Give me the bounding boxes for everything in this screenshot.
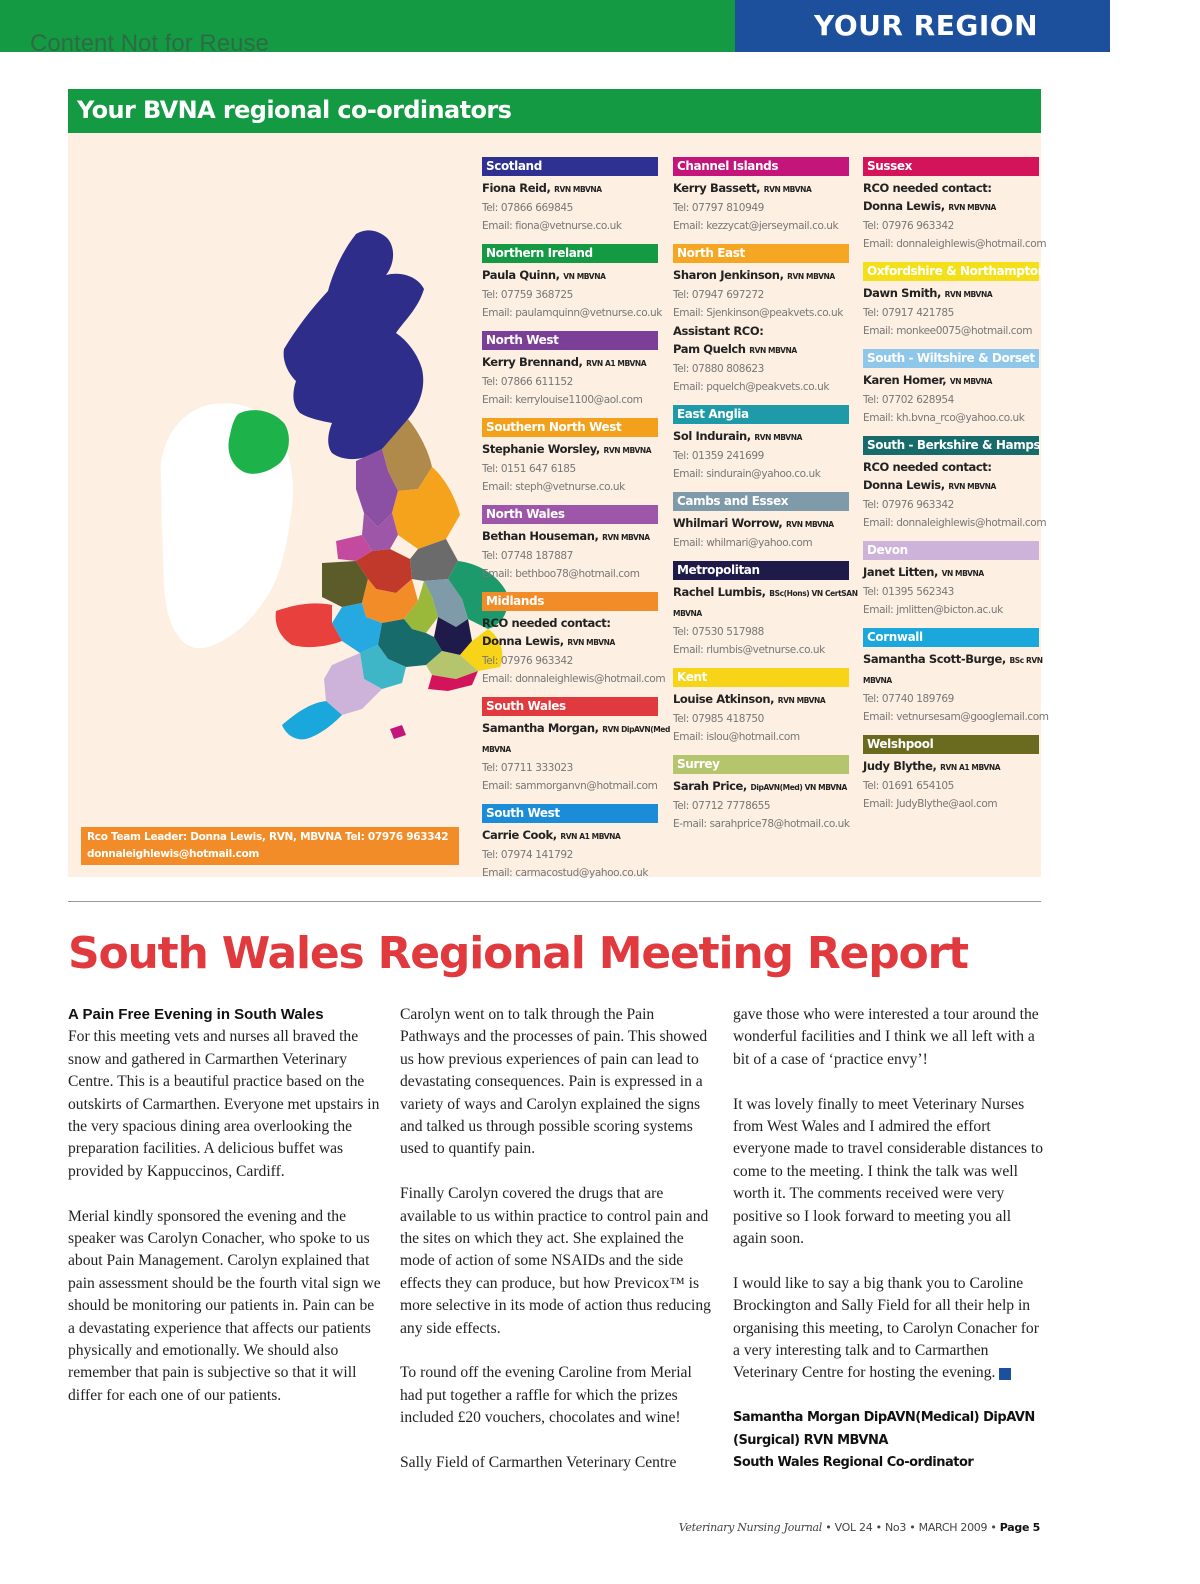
region-label: Welshpool	[863, 735, 1039, 754]
contact-name	[673, 179, 849, 199]
contact-text: Tel: 07917 421785	[863, 307, 954, 319]
contact-text: Email: rlumbis@vetnurse.co.uk	[673, 644, 825, 656]
contact-text: Pam Quelch	[673, 342, 746, 356]
contact-text: Dawn Smith,	[863, 286, 941, 300]
region-entry	[863, 262, 1078, 340]
qualifications: RVN MBVNA	[763, 185, 812, 194]
coordinators-column-2	[673, 157, 858, 842]
contact-detail	[863, 583, 1039, 601]
contact-text: Email: sindurain@yahoo.co.uk	[673, 468, 821, 480]
coordinators-title-bar	[68, 89, 1041, 133]
region-entry	[673, 157, 849, 235]
paragraph: It was lovely finally to meet Veterinary Nurses from West Wales and I admired the effort everyone made to travel considerable distances to come to the meeting. I think the talk was well worth it. The comments received were very positive so I look forward to meeting you all again soon.	[733, 1095, 1044, 1248]
signature-line: (Surgical) RVN MBVNA	[733, 1432, 888, 1448]
contact-text: RCO needed contact:	[863, 181, 992, 195]
contact-detail	[482, 391, 658, 409]
contact-detail	[673, 534, 849, 552]
contact-name	[673, 777, 849, 797]
contact-detail	[673, 378, 849, 396]
region-entry	[482, 418, 658, 496]
contact-text: Email: steph@vetnurse.co.uk	[482, 481, 625, 493]
contact-detail	[482, 547, 658, 565]
article-column-1	[68, 1004, 383, 1430]
region-entry	[482, 592, 666, 688]
contact-text: Tel: 07702 628954	[863, 394, 954, 406]
contact-text: Tel: 07797 810949	[673, 202, 764, 214]
contact-text: Rachel Lumbis,	[673, 585, 766, 599]
contact-text: Tel: 07976 963342	[863, 499, 954, 511]
region-entry	[863, 436, 1066, 532]
contact-text: Email: monkee0075@hotmail.com	[863, 325, 1033, 337]
qualifications: RVN MBVNA	[749, 346, 797, 355]
team-leader-box: Rco Team Leader: Donna Lewis, RVN, MBVNA Tel: 07976 963342 donnaleighlewis@hotmail.com	[81, 827, 459, 865]
contact-name	[482, 527, 658, 547]
region-entry	[673, 244, 849, 396]
region-label: Scotland	[482, 157, 658, 176]
contact-detail	[482, 759, 658, 777]
contact-text: Email: bethboo78@hotmail.com	[482, 568, 640, 580]
paragraph-closing	[733, 1273, 1048, 1385]
contact-name	[482, 739, 658, 759]
contact-text: Tel: 07748 187887	[482, 550, 573, 562]
contact-text: Louise Atkinson,	[673, 692, 775, 706]
contact-text: E-mail: sarahprice78@hotmail.co.uk	[673, 818, 850, 830]
region-label: Metropolitan	[673, 561, 849, 580]
contact-detail	[673, 360, 849, 378]
contact-name	[673, 266, 849, 286]
region-entry	[673, 561, 858, 659]
qualifications: RVN MBVNA	[777, 696, 826, 705]
author-signature	[733, 1407, 1048, 1474]
qualifications: RVN MBVNA	[948, 203, 996, 212]
contact-detail	[482, 460, 658, 478]
qualifications: RVN A1 MBVNA	[560, 832, 621, 841]
contact-name	[482, 826, 658, 846]
article-subhead: A Pain Free Evening in South Wales	[68, 1006, 324, 1023]
contact-name	[673, 340, 849, 360]
contact-text: Email: kh.bvna_rco@yahoo.co.uk	[863, 412, 1025, 424]
contact-detail	[482, 286, 658, 304]
paragraph: gave those who were interested a tour around the wonderful facilities and I think we all left with a bit of a case of ‘practice envy’!	[733, 1006, 1039, 1068]
contact-detail	[673, 797, 849, 815]
page-number: Page 5	[999, 1521, 1040, 1534]
contact-text: Whilmari Worrow,	[673, 516, 783, 530]
contact-name	[863, 650, 1043, 670]
contact-text: Paula Quinn,	[482, 268, 560, 282]
signature-line: Samantha Morgan DipAVN(Medical) DipAVN	[733, 1410, 1035, 1426]
contact-detail	[482, 777, 658, 795]
contact-name	[673, 603, 849, 623]
page-footer	[679, 1521, 1040, 1534]
contact-text: Tel: 07976 963342	[863, 220, 954, 232]
region-label: Surrey	[673, 755, 849, 774]
contact-detail	[482, 304, 662, 322]
signature-line: South Wales Regional Co-ordinator	[733, 1455, 974, 1471]
contact-text: Email: donnaleighlewis@hotmail.com	[482, 673, 666, 685]
contact-text: RCO needed contact:	[863, 460, 992, 474]
contact-text: Tel: 01691 654105	[863, 780, 954, 792]
paragraph: Sally Field of Carmarthen Veterinary Centre	[400, 1454, 677, 1472]
qualifications: BSc RVN	[1009, 656, 1043, 665]
qualifications: MBVNA	[482, 745, 511, 754]
qualifications: RVN DipAVN(Med	[602, 725, 670, 734]
contact-text: Tel: 07740 189769	[863, 693, 954, 705]
contact-detail	[482, 565, 658, 583]
contact-text: Carrie Cook,	[482, 828, 557, 842]
contact-text: Email: donnaleighlewis@hotmail.com	[863, 238, 1047, 250]
journal-name: Veterinary Nursing Journal	[678, 1521, 823, 1534]
region-label: Midlands	[482, 592, 658, 611]
contact-name	[482, 632, 658, 652]
contact-detail	[673, 217, 849, 235]
qualifications: RVN A1 MBVNA	[940, 763, 1001, 772]
map-scotland	[284, 230, 424, 459]
contact-text: Tel: 07866 611152	[482, 376, 573, 388]
coordinators-panel	[68, 89, 1078, 879]
contact-detail	[482, 373, 658, 391]
region-label: Cornwall	[863, 628, 1039, 647]
contact-text: Tel: 07712 7778655	[673, 800, 771, 812]
contact-text: Tel: 07947 697272	[673, 289, 764, 301]
region-label: Devon	[863, 541, 1039, 560]
contact-detail	[863, 496, 1039, 514]
coordinators-title: Your BVNA regional co-ordinators	[77, 96, 512, 124]
region-entry	[673, 668, 849, 746]
contact-text: Tel: 07976 963342	[482, 655, 573, 667]
contact-text: Fiona Reid,	[482, 181, 551, 195]
contact-text: Tel: 07866 669845	[482, 202, 573, 214]
region-entry	[863, 735, 1039, 813]
contact-text: Email: donnaleighlewis@hotmail.com	[863, 517, 1047, 529]
region-label: North Wales	[482, 505, 658, 524]
contact-detail	[482, 217, 658, 235]
contact-detail	[673, 447, 849, 465]
contact-detail	[673, 623, 849, 641]
contact-detail	[673, 304, 849, 322]
contact-text: Karen Homer,	[863, 373, 947, 387]
contact-text: Tel: 07985 418750	[673, 713, 764, 725]
qualifications: RVN MBVNA	[567, 638, 615, 647]
contact-name	[863, 458, 1039, 476]
region-entry	[482, 804, 658, 882]
contact-text: Email: JudyBlythe@aol.com	[863, 798, 998, 810]
contact-text: Email: sammorganvn@hotmail.com	[482, 780, 658, 792]
contact-text: Email: vetnursesam@googlemail.com	[863, 711, 1049, 723]
contact-text: Bethan Houseman,	[482, 529, 599, 543]
paragraph: Finally Carolyn covered the drugs that are available to us within practice to control pain and the sites on which they act. She explained the mode of action of some NSAIDs and the side effects they can produce, but how Previcox™ is more selective in its mode of action thus reducing any side effects.	[400, 1185, 711, 1337]
article-column-3	[733, 1004, 1048, 1474]
region-label: Sussex	[863, 157, 1039, 176]
qualifications: RVN MBVNA	[602, 533, 650, 542]
qualifications: RVN A1 MBVNA	[586, 359, 647, 368]
contact-detail	[673, 641, 849, 659]
article-column-2	[400, 1004, 715, 1497]
region-label: Kent	[673, 668, 849, 687]
contact-detail	[863, 322, 1039, 340]
region-entry	[673, 492, 849, 552]
contact-text: Donna Lewis,	[863, 478, 945, 492]
region-label: South West	[482, 804, 658, 823]
contact-detail	[863, 708, 1049, 726]
coordinators-column-1	[482, 157, 670, 891]
contact-detail	[673, 286, 849, 304]
qualifications: DipAVN(Med) VN MBVNA	[750, 783, 847, 792]
contact-name	[482, 440, 658, 460]
contact-text: Samantha Morgan,	[482, 721, 599, 735]
paragraph-text: I would like to say a big thank you to Caroline Brockington and Sally Field for all their help in organising this meeting, to Carolyn Conacher for a very interesting talk and to Carmarthen Veterinary Centre for hosting the evening.	[733, 1274, 1039, 1382]
contact-text: Sol Indurain,	[673, 429, 751, 443]
contact-name	[863, 757, 1039, 777]
contact-text: Janet Litten,	[863, 565, 938, 579]
contact-detail	[863, 777, 1039, 795]
contact-name	[482, 614, 658, 632]
region-entry	[673, 755, 849, 833]
contact-name	[482, 353, 658, 373]
contact-text: Tel: 07759 368725	[482, 289, 573, 301]
region-label: South - Berkshire & Hampshire	[863, 436, 1039, 455]
coordinators-column-3	[863, 157, 1078, 822]
region-entry	[673, 405, 849, 483]
region-label: North East	[673, 244, 849, 263]
contact-text: Email: Sjenkinson@peakvets.co.uk	[673, 307, 843, 319]
qualifications: RVN MBVNA	[944, 290, 993, 299]
region-label: Oxfordshire & Northamptonshire	[863, 262, 1039, 281]
qualifications: VN MBVNA	[949, 377, 993, 386]
contact-detail	[482, 846, 658, 864]
contact-name	[673, 583, 858, 603]
qualifications: RVN MBVNA	[754, 433, 802, 442]
contact-name	[863, 670, 1039, 690]
region-label: Cambs and Essex	[673, 492, 849, 511]
contact-text: RCO needed contact:	[482, 616, 611, 630]
article-headline: South Wales Regional Meeting Report	[68, 928, 968, 979]
section-label: YOUR REGION	[814, 9, 1038, 42]
qualifications: RVN MBVNA	[603, 446, 652, 455]
contact-name	[863, 476, 1039, 496]
contact-detail	[482, 199, 658, 217]
paragraph: To round off the evening Caroline from Merial had put together a raffle for which the prizes included £20 vouchers, chocolates and wine!	[400, 1364, 692, 1427]
contact-text: Email: carmacostud@yahoo.co.uk	[482, 867, 649, 879]
section-banner	[735, 0, 1110, 52]
qualifications: MBVNA	[863, 676, 892, 685]
contact-detail	[673, 710, 849, 728]
contact-text: Donna Lewis,	[482, 634, 564, 648]
region-entry	[482, 697, 670, 795]
contact-text: Sarah Price,	[673, 779, 747, 793]
contact-detail	[863, 514, 1047, 532]
contact-text: Email: jmlitten@bicton.ac.uk	[863, 604, 1003, 616]
contact-detail	[863, 217, 1039, 235]
contact-detail	[673, 815, 849, 833]
region-entry	[863, 349, 1039, 427]
contact-detail	[863, 795, 1039, 813]
map-south-wales	[276, 603, 342, 647]
vnj-end-icon	[999, 1368, 1011, 1380]
watermark: Content Not for Reuse	[30, 30, 269, 57]
region-entry	[482, 505, 658, 583]
contact-text: Donna Lewis,	[863, 199, 945, 213]
region-entry	[863, 628, 1049, 726]
contact-name	[863, 197, 1039, 217]
contact-text: Email: fiona@vetnurse.co.uk	[482, 220, 622, 232]
paragraph: Carolyn went on to talk through the Pain Pathways and the processes of pain. This showed us how previous experiences of pain can lead to devastating consequences. Pain is expressed in a variety of ways and Carolyn explained the signs and talked us through possible scoring systems used to quantify pain.	[400, 1006, 708, 1158]
contact-text: Tel: 07711 333023	[482, 762, 573, 774]
contact-detail	[863, 601, 1039, 619]
contact-text: Email: pquelch@peakvets.co.uk	[673, 381, 830, 393]
region-entry	[863, 157, 1047, 253]
contact-detail	[863, 235, 1047, 253]
qualifications: RVN MBVNA	[787, 272, 835, 281]
contact-text: Email: islou@hotmail.com	[673, 731, 800, 743]
qualifications: RVN MBVNA	[786, 520, 834, 529]
contact-name	[863, 563, 1039, 583]
contact-text: Kerry Bassett,	[673, 181, 761, 195]
contact-detail	[482, 652, 658, 670]
qualifications: VN MBVNA	[563, 272, 606, 281]
contact-text: Tel: 01395 562343	[863, 586, 954, 598]
contact-detail	[863, 391, 1039, 409]
qualifications: BSc(Hons) VN CertSAN	[769, 589, 858, 598]
paragraph: Merial kindly sponsored the evening and the speaker was Carolyn Conacher, who spoke to us about Pain Management. Carolyn explained that pain assessment should be the fourth vital sign we should be monitoring our patients in. Pain can be a devastating experience that affects our patients physically and emotionally. We should also remember that pain is subjective so that it will differ for each one of our patients.	[68, 1207, 381, 1404]
contact-detail	[863, 409, 1039, 427]
contact-text: Tel: 01359 241699	[673, 450, 764, 462]
region-label: Channel Islands	[673, 157, 849, 176]
contact-text: Tel: 07880 808623	[673, 363, 764, 375]
qualifications: RVN MBVNA	[948, 482, 996, 491]
contact-text: Email: paulamquinn@vetnurse.co.uk	[482, 307, 662, 319]
contact-name	[673, 322, 849, 340]
contact-detail	[482, 670, 666, 688]
qualifications: RVN MBVNA	[554, 185, 602, 194]
region-entry	[482, 157, 658, 235]
contact-text: Email: kezzycat@jerseymail.co.uk	[673, 220, 839, 232]
contact-text: Judy Blythe,	[863, 759, 937, 773]
region-label: Southern North West	[482, 418, 658, 437]
region-label: South - Wiltshire & Dorset	[863, 349, 1039, 368]
contact-name	[482, 179, 658, 199]
paragraph: For this meeting vets and nurses all braved the snow and gathered in Carmarthen Veterinary Centre. This is a beautiful practice based on the outskirts of Carmarthen. Everyone met upstairs in the very spacious dining area overlooking the preparation facilities. A delicious buffet was provided by Kappuccinos, Cardiff.	[68, 1028, 380, 1180]
contact-name	[863, 371, 1039, 391]
contact-detail	[863, 304, 1039, 322]
contact-detail	[673, 728, 849, 746]
contact-name	[863, 284, 1039, 304]
contact-text: Sharon Jenkinson,	[673, 268, 784, 282]
contact-name	[673, 427, 849, 447]
region-entry	[482, 244, 662, 322]
contact-text: Kerry Brennand,	[482, 355, 583, 369]
contact-text: Stephanie Worsley,	[482, 442, 600, 456]
region-entry	[863, 541, 1039, 619]
contact-detail	[673, 465, 849, 483]
contact-detail	[673, 199, 849, 217]
contact-text: Assistant RCO:	[673, 324, 764, 338]
contact-name	[863, 179, 1039, 197]
contact-text: Tel: 07530 517988	[673, 626, 764, 638]
contact-name	[673, 514, 849, 534]
region-label: North West	[482, 331, 658, 350]
map-channel-islands	[390, 725, 406, 739]
contact-text: Email: kerrylouise1100@aol.com	[482, 394, 643, 406]
contact-name	[482, 266, 658, 286]
contact-text: Email: whilmari@yahoo.com	[673, 537, 813, 549]
region-label: Northern Ireland	[482, 244, 658, 263]
region-entry	[482, 331, 658, 409]
contact-text: Tel: 07974 141792	[482, 849, 573, 861]
issue-info: • VOL 24 • No3 • MARCH 2009 •	[822, 1521, 1000, 1534]
qualifications: MBVNA	[673, 609, 702, 618]
contact-detail	[863, 690, 1039, 708]
contact-text: Tel: 0151 647 6185	[482, 463, 576, 475]
section-divider	[68, 901, 1041, 902]
contact-name	[482, 719, 670, 739]
contact-detail	[482, 864, 658, 882]
contact-name	[673, 690, 849, 710]
contact-text: Samantha Scott-Burge,	[863, 652, 1006, 666]
region-label: South Wales	[482, 697, 658, 716]
contact-detail	[482, 478, 658, 496]
region-label: East Anglia	[673, 405, 849, 424]
qualifications: VN MBVNA	[941, 569, 984, 578]
